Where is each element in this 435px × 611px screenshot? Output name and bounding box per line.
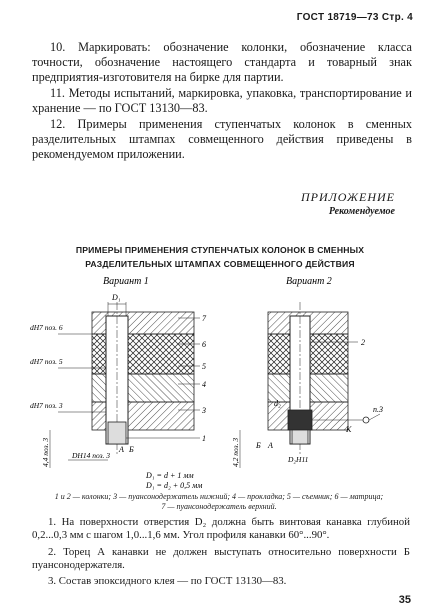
note-3-text: 3. Состав эпоксидного клея — по ГОСТ 13130—83. bbox=[48, 575, 287, 587]
appendix-sublabel: Рекомендуемое bbox=[328, 206, 395, 217]
label-n3: п.3 bbox=[373, 405, 383, 414]
page-number: 35 bbox=[398, 594, 411, 606]
dim-dh14: DH14 поз. 3 bbox=[72, 451, 111, 460]
note-2 bbox=[32, 546, 410, 572]
dim-d2: d₂ bbox=[274, 399, 281, 408]
dim-44: 4,4 поз. 3 bbox=[41, 437, 50, 467]
pos-7: 7 bbox=[202, 314, 206, 323]
figure-title-line-1: ПРИМЕРЫ ПРИМЕНЕНИЯ СТУПЕНЧАТЫХ КОЛОНОК В СМЕННЫХ bbox=[75, 245, 365, 255]
note-2-text: 2. Торец А канавки не должен выступать относительно поверхности Б пуансонодержателя. bbox=[32, 546, 410, 571]
figure-title-line-2: РАЗДЕЛИТЕЛЬНЫХ ШТАМПАХ СОВМЕЩЕННОГО ДЕЙСТВИЯ bbox=[85, 259, 355, 269]
note-3 bbox=[32, 575, 410, 588]
pos-5: 5 bbox=[202, 362, 206, 371]
paragraph-10 bbox=[32, 40, 412, 86]
paragraph-12 bbox=[32, 117, 412, 163]
dim-fit-5: dH7 поз. 5 bbox=[30, 357, 63, 366]
label-a-v2: А bbox=[268, 441, 273, 450]
dim-d1: D₁ bbox=[112, 293, 121, 302]
label-b-v2: Б bbox=[256, 441, 261, 450]
legend-line-2: 7 — пуансонодержатель верхний. bbox=[161, 502, 277, 511]
pos-6: 6 bbox=[202, 340, 206, 349]
formula-2: D₁ = d₂ + 0,5 мм bbox=[146, 481, 203, 490]
label-a-v1: А bbox=[119, 445, 124, 454]
label-b-v1: Б bbox=[129, 445, 134, 454]
legend-line-1: 1 и 2 — колонки; 3 — пуансонодержатель нижний; 4 — прокладка; 5 — съемник; 6 — матрица; bbox=[54, 492, 384, 501]
dim-42: 4,2 поз. 3 bbox=[231, 437, 240, 467]
technical-drawing bbox=[28, 272, 408, 490]
paragraph-10-text: 10. Маркировать: обозначение колонки, обозначение класса точности, обозначение настоящего стандарта и товарный знак предприятия-изготовителя на бирке для партии. bbox=[32, 40, 412, 85]
paragraph-12-text: 12. Примеры применения ступенчатых колонок в сменных разделительных штампах совмещенного действия приведены в рекомендуемом приложении. bbox=[32, 117, 412, 162]
pos-4: 4 bbox=[202, 380, 206, 389]
note-1 bbox=[32, 516, 410, 542]
variant-1-label: Вариант 1 bbox=[103, 276, 149, 287]
pos-3: 3 bbox=[202, 406, 206, 415]
appendix-label: ПРИЛОЖЕНИЕ bbox=[301, 190, 395, 204]
paragraph-11-text: 11. Методы испытаний, маркировка, упаковка, транспортирование и хранение — по ГОСТ 13130—83. bbox=[32, 86, 412, 116]
figure-legend bbox=[30, 492, 408, 512]
pos-2: 2 bbox=[361, 338, 365, 347]
variant-1-drawing bbox=[30, 293, 207, 490]
label-k: K bbox=[346, 425, 352, 434]
variant-2-label: Вариант 2 bbox=[286, 276, 332, 287]
formula-1: D₁ = d + 1 мм bbox=[146, 471, 194, 480]
variant-2-drawing bbox=[231, 302, 383, 468]
page-header: ГОСТ 18719—73 Стр. 4 bbox=[296, 12, 413, 23]
dim-fit-3: dH7 поз. 3 bbox=[30, 401, 63, 410]
dim-d2h11: D₂H11 bbox=[288, 455, 309, 464]
paragraph-11 bbox=[32, 86, 412, 116]
note-1-text: 1. На поверхности отверстия D₂ должна быть винтовая канавка глубиной 0,2...0,3 мм с шагом 1,0...1,6 мм. Угол профиля канавки 60°...90°. bbox=[32, 516, 410, 541]
pos-1: 1 bbox=[202, 434, 206, 443]
dim-fit-6: dH7 поз. 6 bbox=[30, 323, 63, 332]
